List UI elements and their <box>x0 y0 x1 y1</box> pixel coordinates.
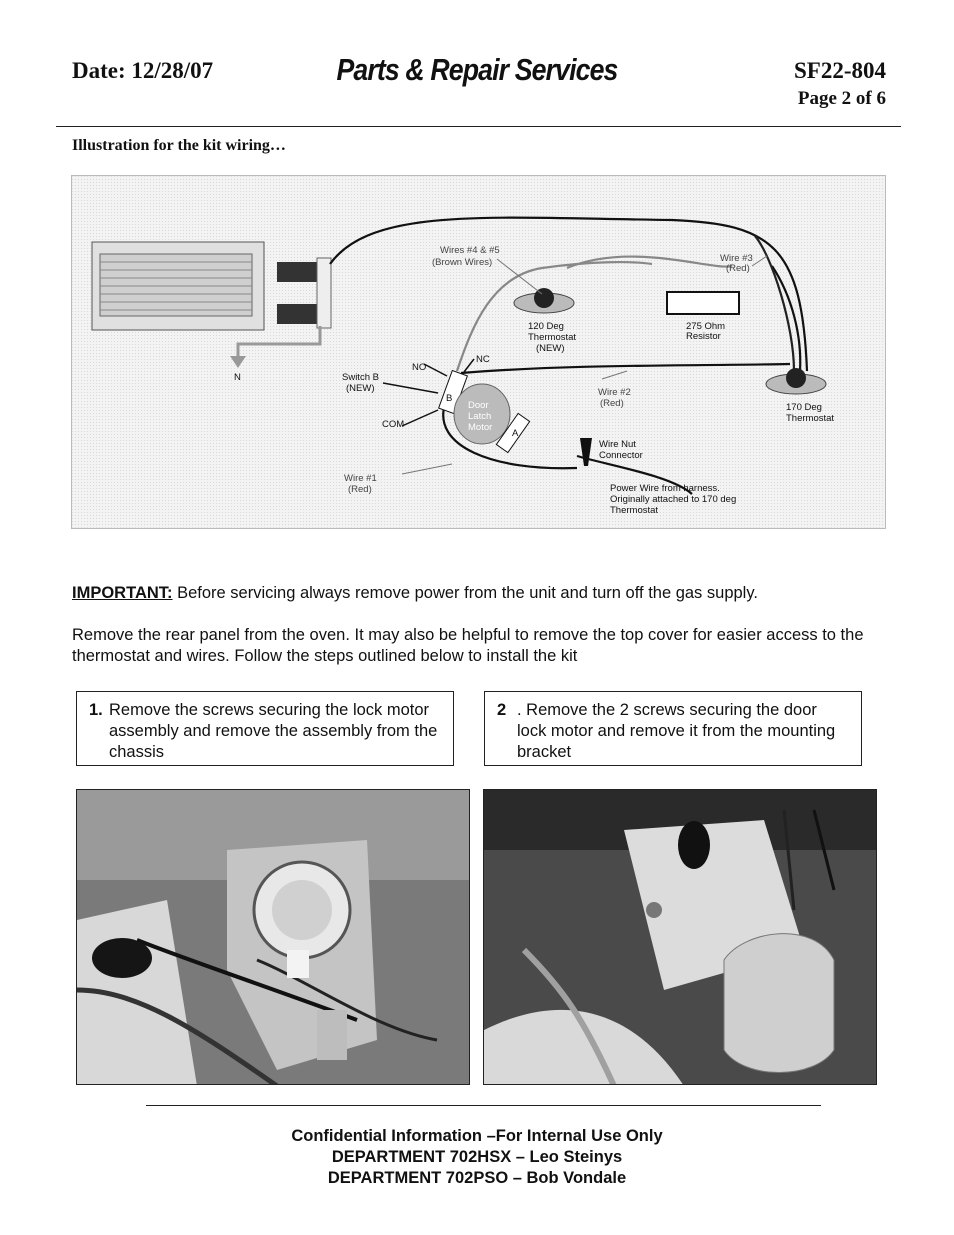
label-nc: NC <box>476 354 490 365</box>
label-motor: Motor <box>468 422 493 433</box>
wiring-diagram <box>71 175 886 529</box>
label-b: B <box>446 393 453 404</box>
label-wire-nut: Wire Nut <box>599 439 636 450</box>
label-wire1-red: (Red) <box>348 484 372 495</box>
label-thermostat-120-new: (NEW) <box>536 343 565 354</box>
photo-lock-motor-assembly <box>76 789 470 1085</box>
page-number: Page 2 of 6 <box>797 88 886 109</box>
label-no: NO <box>412 362 427 373</box>
label-latch: Latch <box>468 411 492 422</box>
label-a: A <box>512 428 519 439</box>
label-switch-b: Switch B <box>342 372 379 383</box>
section-subtitle: Illustration for the kit wiring… <box>72 137 286 154</box>
document-code: SF22-804 <box>794 58 886 83</box>
footer-divider <box>146 1105 821 1106</box>
label-thermostat-170: 170 Deg <box>786 402 822 413</box>
step-1-box <box>76 691 454 766</box>
label-door: Door <box>468 400 489 411</box>
footer-department-1: DEPARTMENT 702HSX – Leo Steinys <box>331 1148 623 1166</box>
label-power-wire-c: Thermostat <box>610 505 659 516</box>
important-notice <box>72 584 758 603</box>
important-label: IMPORTANT: <box>72 584 173 602</box>
label-brown-wires: (Brown Wires) <box>432 257 493 268</box>
photo-door-lock-motor <box>483 789 877 1085</box>
label-power-wire-b: Originally attached to 170 deg <box>610 494 737 505</box>
label-thermostat-170-b: Thermostat <box>786 413 835 424</box>
label-wire1: Wire #1 <box>344 473 377 484</box>
document-date: Date: 12/28/07 <box>72 58 214 83</box>
intro-paragraph: Remove the rear panel from the oven. It may also be helpful to remove the top cover for easier access to the thermostat and wires. Follow the steps outlined below to install the kit <box>72 626 864 665</box>
label-power-wire: Power Wire from harness. <box>610 483 720 494</box>
step-2-number: 2 <box>497 701 507 719</box>
label-thermostat-120: 120 Deg <box>528 321 564 332</box>
step-1-text: Remove the screws securing the lock motor assembly and remove the assembly from the chassis <box>109 701 438 761</box>
label-wire2: Wire #2 <box>598 387 631 398</box>
step-2-box <box>484 691 862 766</box>
important-text: Before servicing always remove power from the unit and turn off the gas supply. <box>172 584 758 602</box>
footer-confidential: Confidential Information –For Internal Use Only <box>291 1127 663 1145</box>
label-thermostat-120-b: Thermostat <box>528 332 577 343</box>
step-1-number: 1. <box>89 701 103 719</box>
label-wires45: Wires #4 & #5 <box>440 245 500 256</box>
step-2-text: . Remove the 2 screws securing the door lock motor and remove it from the mounting bracket <box>517 701 836 761</box>
page-title: Parts & Repair Services <box>336 52 618 87</box>
label-com: COM <box>382 419 405 430</box>
label-resistor: Resistor <box>686 331 721 342</box>
label-connector: Connector <box>599 450 643 461</box>
footer-department-2: DEPARTMENT 702PSO – Bob Vondale <box>327 1169 627 1187</box>
label-wire3-red: (Red) <box>726 263 750 274</box>
label-wire3: Wire #3 <box>720 253 753 264</box>
header-divider <box>56 126 901 127</box>
label-resistor-value: 275 Ohm <box>686 321 726 332</box>
wiring-diagram-svg <box>72 176 885 528</box>
label-switch-b-new: (NEW) <box>346 383 375 394</box>
label-wire2-red: (Red) <box>600 398 624 409</box>
label-neutral: N <box>234 372 241 383</box>
